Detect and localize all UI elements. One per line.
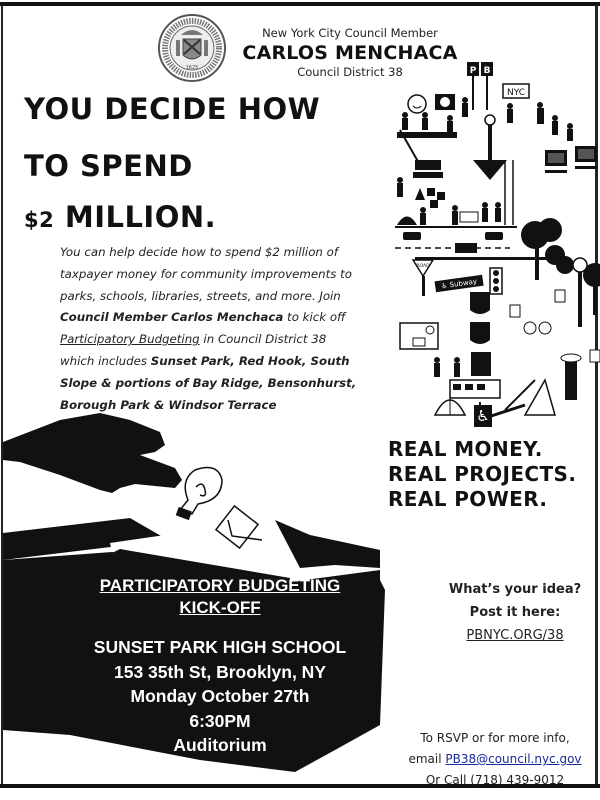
intro-paragraph [60,242,360,416]
intro-neighborhoods: Sunset Park, Red Hook, South Slope & portions of Bay Ridge, Bensonhurst, Borough Park & Windsor Terrace [60,353,357,412]
rsvp-info [390,728,600,791]
svg-text:1625: 1625 [185,65,199,71]
slogan-money: REAL MONEY. [388,437,543,461]
intro-member-name: Council Member Carlos Menchaca [60,310,284,325]
svg-text:B: B [483,66,491,76]
event-title-line-2: KICK-OFF [179,598,261,617]
header-subtitle: New York City Council Member [262,26,438,40]
idea-question: What’s your idea? [448,582,582,597]
event-venue: SUNSET PARK HIGH SCHOOL [93,637,347,657]
rsvp-phone: Or Call (718) 439-9012 [425,773,565,787]
slogan-projects: REAL PROJECTS. [388,462,577,486]
email-link[interactable]: PB38@council.nyc.gov [445,752,582,766]
headline-line-3 [24,200,216,234]
intro-text: in Council District 38 which includes [60,332,327,368]
idea-post-prompt: Post it here: [469,605,561,620]
council-district: Council District 38 [297,65,403,79]
headline-amount: $2 [24,208,55,232]
wheelchair-accessible-icon: ♿ [474,405,492,427]
idea-callout [430,578,600,647]
council-member-name: CARLOS MENCHACA [242,42,458,64]
dollar-sign-collage-icon [395,60,600,420]
intro-pb-term: Participatory Budgeting [60,332,200,347]
pbnyc-link[interactable]: PBNYC.ORG/38 [466,628,564,643]
email-label: email [408,752,446,766]
svg-text:P: P [469,66,477,76]
event-date: Monday October 27th [130,686,310,706]
headline-million: MILLION. [54,200,217,234]
event-title-line-1: PARTICIPATORY BUDGETING [99,576,341,595]
rsvp-email-line [390,749,600,770]
nyc-seal-icon [157,13,227,83]
svg-text:♿ Subway: ♿ Subway [440,277,478,291]
event-time: 6:30PM [189,710,251,731]
slogan-power: REAL POWER. [388,487,548,511]
rsvp-intro: To RSVP or for more info, [420,731,570,745]
svg-text:NYC: NYC [506,88,526,98]
event-details [70,575,370,758]
intro-text: You can help decide how to spend $2 million of taxpayer money for community improvements to parks, schools, libraries, streets, and more. Join [60,245,352,303]
event-room: Auditorium [173,735,267,755]
headline-line-2: TO SPEND [24,149,193,183]
slogan-block [388,437,576,512]
headline-line-1: YOU DECIDE HOW [24,92,321,126]
intro-text: to kick off [283,310,346,325]
border-top [0,2,600,6]
event-address: 153 35th St, Brooklyn, NY [113,661,326,682]
svg-text:ROAD: ROAD [416,264,430,269]
